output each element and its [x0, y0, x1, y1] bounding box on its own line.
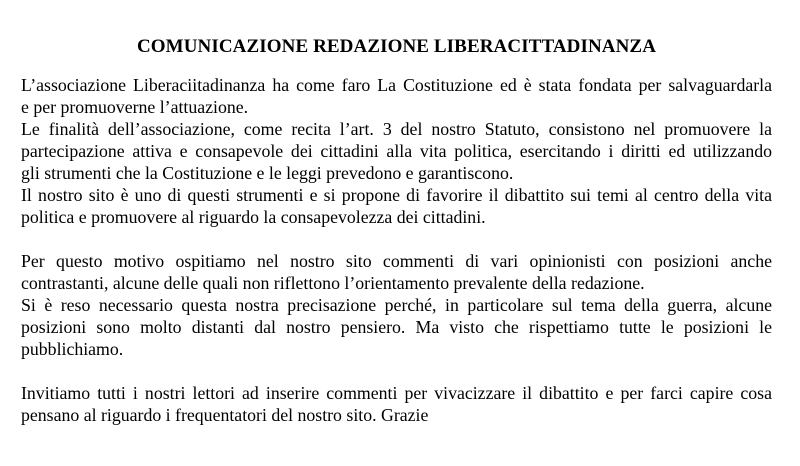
text-line: Le finalità dell’associazione, come recita l’art. 3 del nostro Statuto, consistono nel promuovere la	[21, 119, 772, 139]
paragraph	[21, 118, 772, 184]
text-line: Per questo motivo ospitiamo nel nostro sito commenti di vari opinionisti con posizioni anche	[21, 251, 772, 271]
paragraph	[21, 294, 772, 360]
document-title: COMUNICAZIONE REDAZIONE LIBERACITTADINANZA	[136, 36, 657, 57]
text-line: gli strumenti che la Costituzione e le leggi prevedono e garantiscono.	[21, 163, 514, 183]
text-line: contrastanti, alcune delle quali non riflettono l’orientamento prevalente della redazione.	[21, 273, 645, 293]
text-line: politica e promuovere al riguardo la consapevolezza dei cittadini.	[21, 207, 486, 227]
paragraph	[21, 184, 772, 228]
paragraph	[21, 382, 772, 426]
text-line: partecipazione attiva e consapevole dei cittadini alla vita politica, esercitando i diritti ed utilizzando	[21, 141, 772, 161]
text-line: Invitiamo tutti i nostri lettori ad inserire commenti per vivacizzare il dibattito e per farci capire cosa	[21, 383, 772, 403]
text-line: pensano al riguardo i frequentatori del nostro sito. Grazie	[21, 405, 429, 425]
paragraph	[21, 250, 772, 294]
text-line: pubblichiamo.	[21, 339, 124, 359]
document-body	[21, 74, 772, 426]
text-line: L’associazione Liberaciitadinanza ha come faro La Costituzione ed è stata fondata per salvaguardarla	[21, 75, 772, 95]
text-line: Si è reso necessario questa nostra precisazione perché, in particolare sul tema della guerra, alcune	[21, 295, 772, 315]
text-line: posizioni sono molto distanti dal nostro pensiero. Ma visto che rispettiamo tutte le posizioni le	[21, 317, 772, 337]
paragraph	[21, 74, 772, 118]
text-line: Il nostro sito è uno di questi strumenti e si propone di favorire il dibattito sui temi al centro della vita	[21, 185, 772, 205]
text-line: e per promuoverne l’attuazione.	[21, 97, 249, 117]
